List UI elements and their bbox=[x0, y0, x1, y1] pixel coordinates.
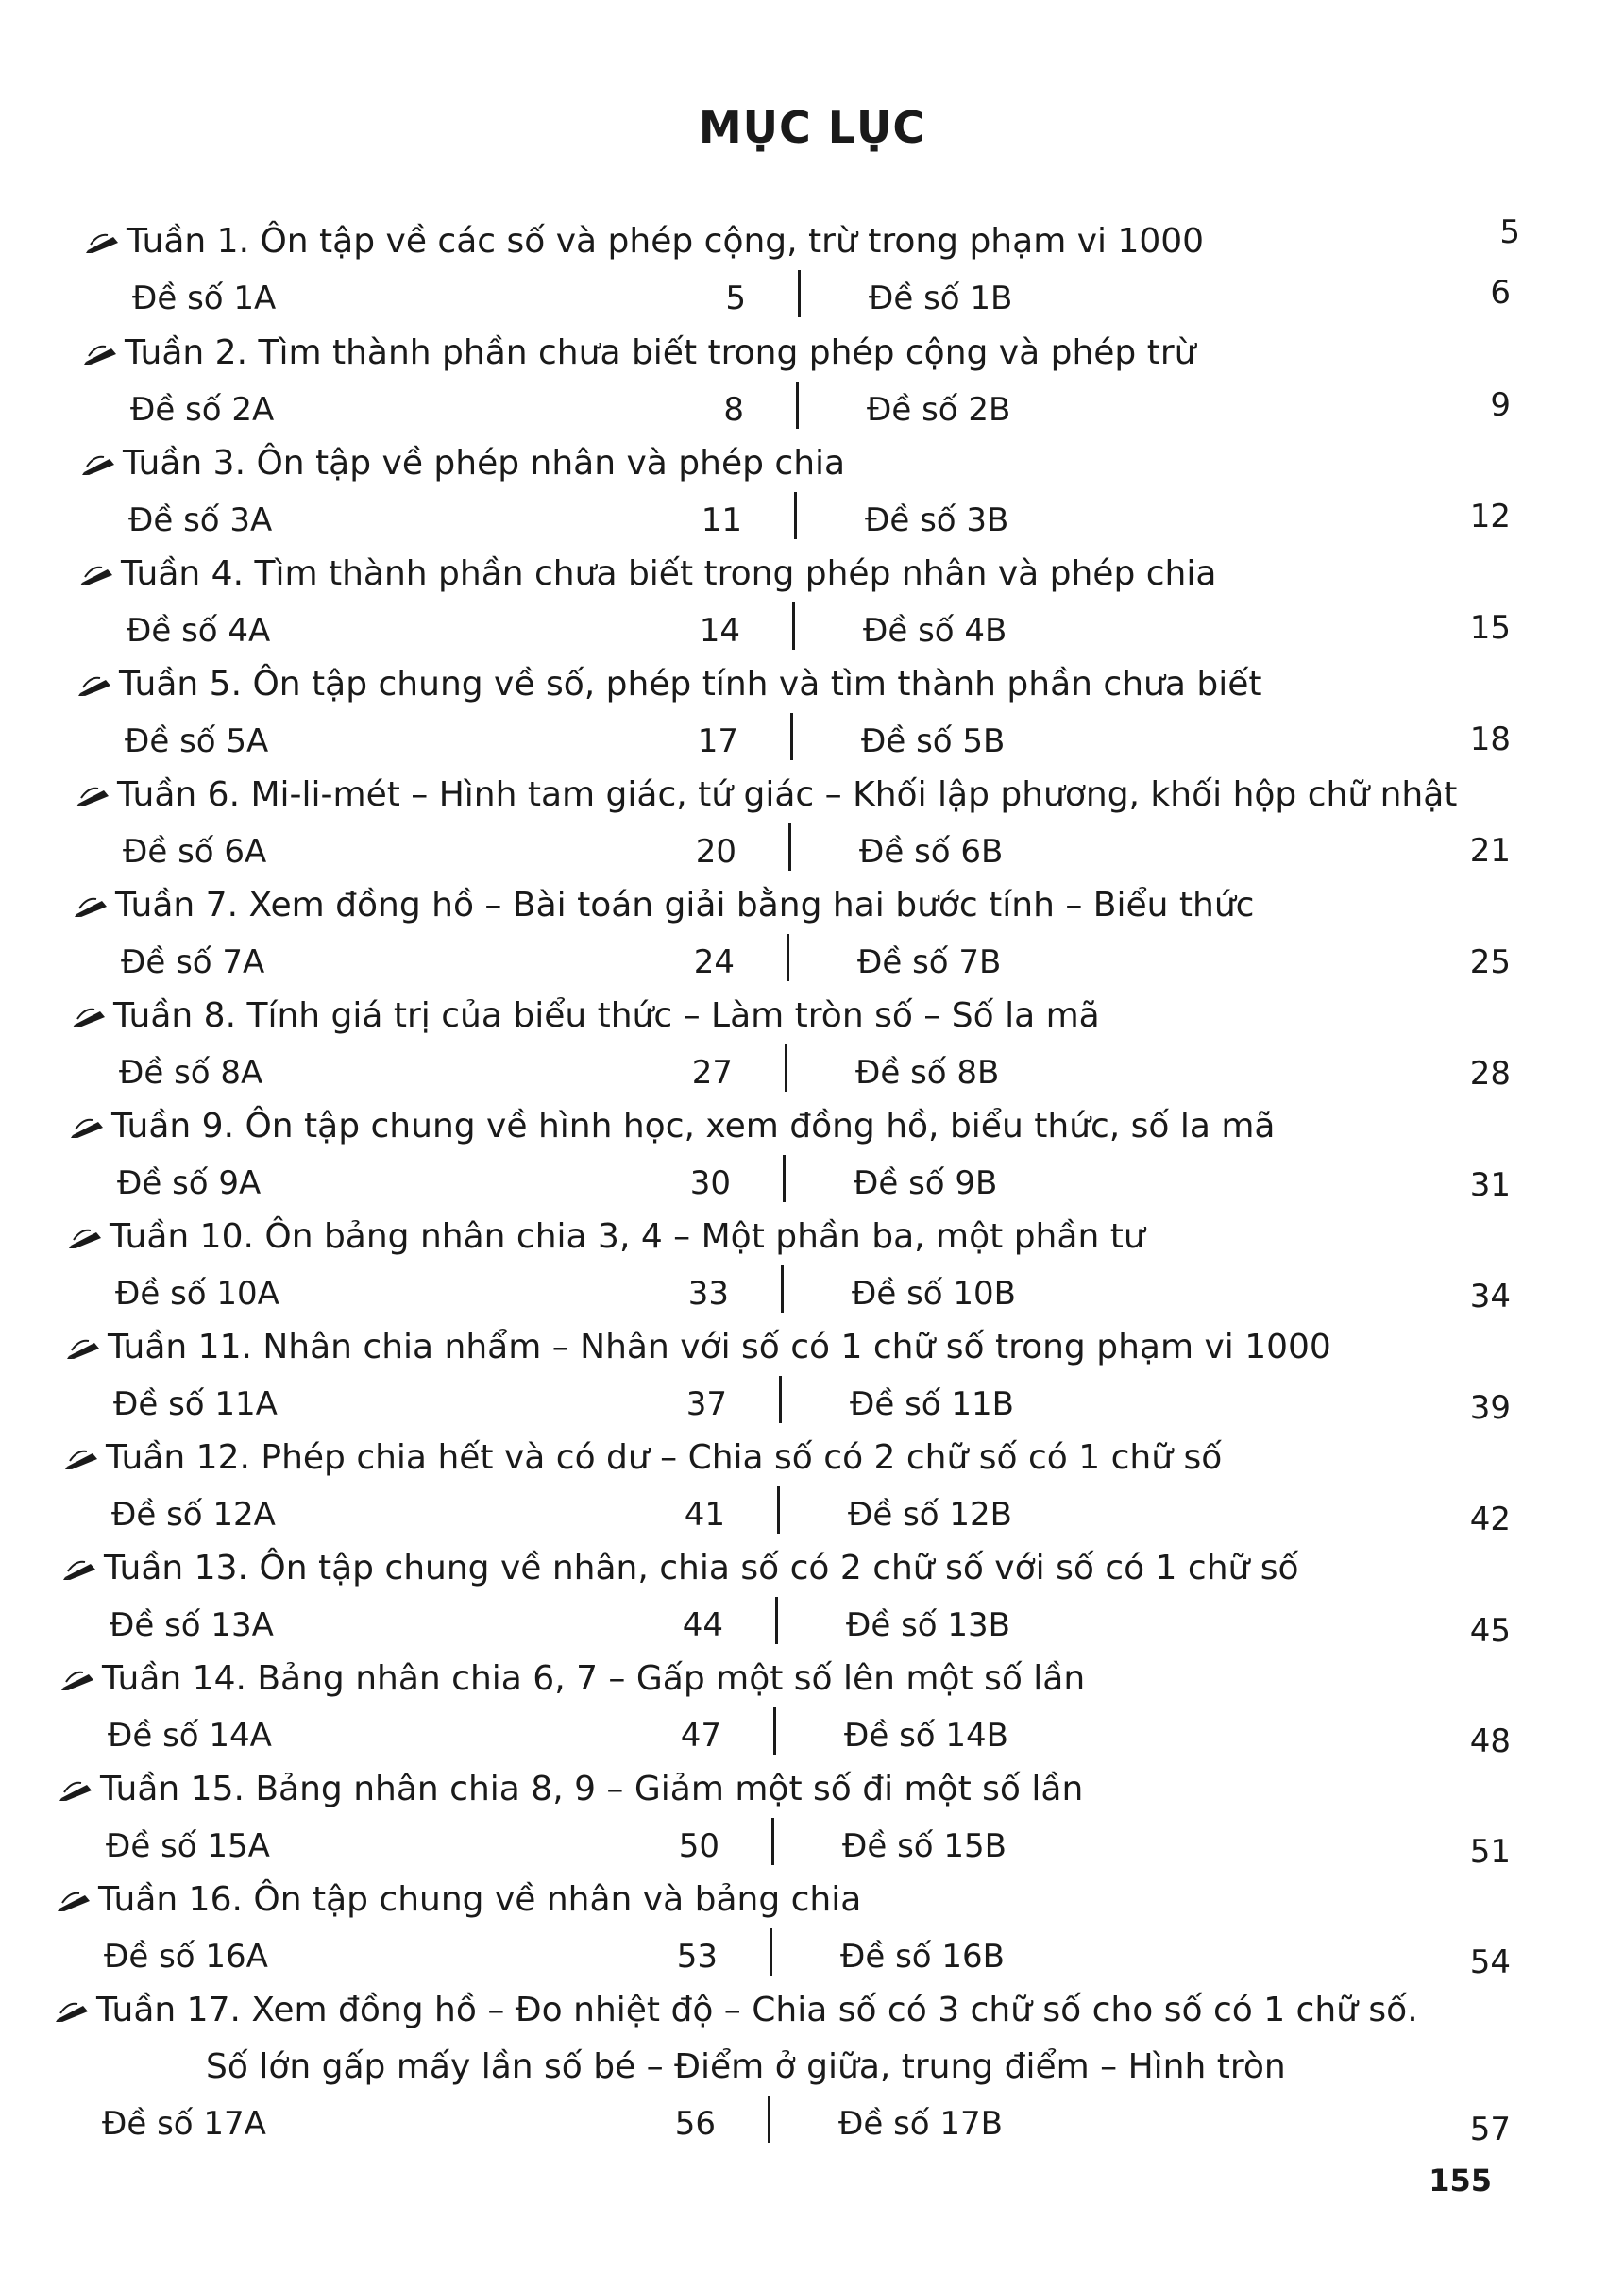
exam-a-label: Đề số 14A bbox=[108, 1717, 272, 1755]
exam-b-label: Đề số 11B bbox=[850, 1385, 1014, 1423]
toc-week-title bbox=[68, 1214, 1145, 1260]
pencil-icon bbox=[83, 339, 119, 365]
exam-b-label: Đề số 7B bbox=[857, 943, 1002, 981]
exam-a-page: 30 bbox=[689, 1164, 731, 1202]
toc-exam-row bbox=[0, 1713, 1624, 1760]
exam-b-label: Đề số 13B bbox=[846, 1606, 1010, 1644]
exam-a-page: 8 bbox=[723, 391, 744, 429]
toc-exam-row bbox=[0, 940, 1624, 987]
exam-b-page: 18 bbox=[1469, 721, 1511, 758]
toc-week-title-cont: Số lớn gấp mấy lần số bé – Điểm ở giữa, trung điểm – Hình tròn bbox=[206, 2047, 1286, 2086]
column-divider bbox=[794, 492, 797, 539]
toc-exam-row bbox=[0, 608, 1624, 655]
exam-a-label: Đề số 1A bbox=[132, 280, 277, 317]
exam-a-page: 27 bbox=[691, 1054, 733, 1092]
exam-a-page: 5 bbox=[725, 280, 746, 317]
toc-exam-row bbox=[0, 387, 1624, 434]
exam-a-label: Đề số 7A bbox=[121, 943, 265, 981]
page-title: MỤC LỤC bbox=[698, 102, 926, 153]
exam-b-label: Đề số 17B bbox=[838, 2105, 1003, 2143]
toc-week-title bbox=[64, 1435, 1222, 1481]
exam-b-label: Đề số 2B bbox=[867, 391, 1011, 429]
toc-week-title bbox=[83, 331, 1195, 376]
exam-a-label: Đề số 3A bbox=[128, 501, 273, 539]
exam-a-page: 41 bbox=[684, 1496, 725, 1534]
column-divider bbox=[773, 1707, 776, 1755]
pencil-icon bbox=[76, 781, 111, 807]
exam-a-label: Đề số 8A bbox=[119, 1054, 263, 1092]
exam-b-label: Đề số 6B bbox=[859, 833, 1004, 871]
exam-b-page: 15 bbox=[1469, 609, 1511, 647]
column-divider bbox=[770, 1928, 772, 1976]
exam-a-page: 37 bbox=[685, 1385, 727, 1423]
toc-week-label: Tuần 2. Tìm thành phần chưa biết trong phép cộng và phép trừ bbox=[125, 333, 1196, 372]
pencil-icon bbox=[77, 670, 113, 697]
column-divider bbox=[768, 2096, 770, 2143]
toc-week-title bbox=[66, 1325, 1331, 1370]
column-divider bbox=[783, 1155, 786, 1202]
exam-b-page: 51 bbox=[1469, 1833, 1511, 1871]
toc-exam-row bbox=[0, 1492, 1624, 1539]
toc-exam-row bbox=[0, 1382, 1624, 1429]
toc-week-label: Tuần 6. Mi-li-mét – Hình tam giác, tứ giác – Khối lập phương, khối hộp chữ nhật bbox=[117, 775, 1458, 814]
toc-week-title bbox=[79, 552, 1216, 597]
exam-a-label: Đề số 9A bbox=[117, 1164, 262, 1202]
exam-b-label: Đề số 4B bbox=[863, 612, 1007, 650]
toc-week-label: Tuần 9. Ôn tập chung về hình học, xem đồng hồ, biểu thức, số la mã bbox=[111, 1107, 1276, 1145]
exam-b-label: Đề số 9B bbox=[854, 1164, 998, 1202]
toc-week-title bbox=[59, 1767, 1083, 1812]
exam-a-label: Đề số 10A bbox=[115, 1275, 279, 1313]
exam-b-label: Đề số 3B bbox=[865, 501, 1009, 539]
exam-a-page: 11 bbox=[701, 501, 742, 539]
exam-b-page: 21 bbox=[1469, 832, 1511, 870]
exam-b-page: 31 bbox=[1469, 1166, 1511, 1204]
toc-week-title bbox=[81, 441, 845, 486]
toc-week-label: Tuần 5. Ôn tập chung về số, phép tính và tìm thành phần chưa biết bbox=[119, 665, 1262, 704]
exam-b-page: 54 bbox=[1469, 1943, 1511, 1981]
toc-exam-row bbox=[0, 1603, 1624, 1650]
pencil-icon bbox=[62, 1554, 98, 1581]
pencil-icon bbox=[64, 1444, 100, 1470]
exam-b-label: Đề số 8B bbox=[855, 1054, 1000, 1092]
pencil-icon bbox=[59, 1775, 94, 1802]
exam-b-page: 6 bbox=[1490, 274, 1511, 312]
pencil-icon bbox=[81, 450, 117, 476]
exam-a-label: Đề số 6A bbox=[123, 833, 267, 871]
exam-a-page: 44 bbox=[682, 1606, 723, 1644]
toc-week-title bbox=[57, 1877, 861, 1923]
exam-b-page: 9 bbox=[1490, 386, 1511, 424]
pencil-icon bbox=[70, 1112, 106, 1139]
toc-week-label: Tuần 7. Xem đồng hồ – Bài toán giải bằng hai bước tính – Biểu thức bbox=[115, 886, 1255, 925]
exam-a-page: 50 bbox=[678, 1827, 719, 1865]
toc-week-label: Tuần 17. Xem đồng hồ – Đo nhiệt độ – Chia số có 3 chữ số cho số có 1 chữ số. bbox=[96, 1991, 1418, 2029]
exam-a-label: Đề số 2A bbox=[130, 391, 275, 429]
pencil-icon bbox=[68, 1223, 104, 1249]
toc-week-label: Tuần 1. Ôn tập về các số và phép cộng, trừ trong phạm vi 1000 bbox=[127, 222, 1205, 261]
exam-b-label: Đề số 1B bbox=[869, 280, 1013, 317]
toc-week-title bbox=[72, 993, 1100, 1039]
exam-b-label: Đề số 12B bbox=[848, 1496, 1012, 1534]
exam-b-label: Đề số 15B bbox=[842, 1827, 1007, 1865]
page-number: 155 bbox=[1429, 2163, 1492, 2198]
exam-b-page: 39 bbox=[1469, 1389, 1511, 1427]
toc-exam-row bbox=[0, 498, 1624, 545]
toc-exam-row bbox=[0, 1271, 1624, 1318]
exam-b-label: Đề số 5B bbox=[861, 722, 1006, 760]
toc-exam-row bbox=[0, 1050, 1624, 1097]
toc-week-title bbox=[77, 662, 1261, 707]
exam-a-page: 33 bbox=[687, 1275, 729, 1313]
exam-b-page: 12 bbox=[1469, 498, 1511, 535]
column-divider bbox=[775, 1597, 778, 1644]
toc-exam-row bbox=[0, 1824, 1624, 1871]
pencil-icon bbox=[66, 1333, 102, 1360]
exam-a-page: 56 bbox=[674, 2105, 716, 2143]
toc-week-title bbox=[62, 1546, 1299, 1591]
exam-a-label: Đề số 16A bbox=[104, 1938, 268, 1976]
pencil-icon bbox=[85, 228, 121, 254]
toc-week-page: 5 bbox=[1499, 213, 1520, 251]
exam-b-page: 25 bbox=[1469, 943, 1511, 981]
pencil-icon bbox=[72, 1002, 108, 1028]
exam-a-page: 24 bbox=[693, 943, 735, 981]
toc-exam-row bbox=[0, 829, 1624, 876]
exam-b-page: 28 bbox=[1469, 1055, 1511, 1093]
exam-a-page: 47 bbox=[680, 1717, 721, 1755]
exam-b-page: 48 bbox=[1469, 1722, 1511, 1760]
toc-exam-row bbox=[0, 1934, 1624, 1981]
toc-week-title bbox=[85, 219, 1204, 264]
exam-a-label: Đề số 15A bbox=[106, 1827, 270, 1865]
toc-exam-row bbox=[0, 2101, 1624, 2148]
column-divider bbox=[777, 1486, 780, 1534]
exam-a-label: Đề số 17A bbox=[102, 2105, 266, 2143]
toc-week-label: Tuần 3. Ôn tập về phép nhân và phép chia bbox=[123, 444, 846, 483]
exam-b-label: Đề số 10B bbox=[852, 1275, 1016, 1313]
exam-b-page: 34 bbox=[1469, 1278, 1511, 1315]
column-divider bbox=[771, 1818, 774, 1865]
toc-week-label: Tuần 16. Ôn tập chung về nhân và bảng chia bbox=[98, 1880, 862, 1919]
toc-week-title bbox=[74, 883, 1254, 928]
column-divider bbox=[785, 1044, 787, 1092]
exam-b-label: Đề số 16B bbox=[840, 1938, 1005, 1976]
pencil-icon bbox=[79, 560, 115, 586]
column-divider bbox=[779, 1376, 782, 1423]
exam-a-label: Đề số 11A bbox=[113, 1385, 278, 1423]
exam-a-page: 14 bbox=[699, 612, 740, 650]
exam-a-page: 20 bbox=[695, 833, 736, 871]
toc-week-title bbox=[70, 1104, 1276, 1149]
toc-exam-row bbox=[0, 1161, 1624, 1208]
toc-week-title bbox=[76, 772, 1457, 818]
toc-week-label: Tuần 4. Tìm thành phần chưa biết trong phép nhân và phép chia bbox=[121, 554, 1217, 593]
exam-b-page: 42 bbox=[1469, 1501, 1511, 1538]
toc-exam-row bbox=[0, 719, 1624, 766]
toc-week-label: Tuần 12. Phép chia hết và có dư – Chia số có 2 chữ số có 1 chữ số bbox=[106, 1438, 1223, 1477]
column-divider bbox=[788, 823, 791, 871]
exam-b-page: 57 bbox=[1469, 2111, 1511, 2148]
column-divider bbox=[787, 934, 789, 981]
column-divider bbox=[798, 270, 801, 317]
toc-week-title bbox=[55, 1988, 1418, 2033]
exam-a-page: 17 bbox=[697, 722, 738, 760]
toc-week-label: Tuần 14. Bảng nhân chia 6, 7 – Gấp một số lên một số lần bbox=[102, 1659, 1086, 1698]
exam-a-label: Đề số 4A bbox=[127, 612, 271, 650]
exam-a-label: Đề số 12A bbox=[111, 1496, 276, 1534]
toc-week-label: Tuần 11. Nhân chia nhẩm – Nhân với số có 1 chữ số trong phạm vi 1000 bbox=[108, 1328, 1331, 1366]
column-divider bbox=[790, 713, 793, 760]
toc-week-label: Tuần 13. Ôn tập chung về nhân, chia số có 2 chữ số với số có 1 chữ số bbox=[104, 1549, 1299, 1587]
column-divider bbox=[781, 1265, 784, 1313]
exam-b-label: Đề số 14B bbox=[844, 1717, 1008, 1755]
toc-week-title bbox=[60, 1656, 1085, 1702]
exam-a-page: 53 bbox=[676, 1938, 718, 1976]
pencil-icon bbox=[60, 1665, 96, 1691]
toc-exam-row bbox=[0, 276, 1624, 323]
column-divider bbox=[792, 602, 795, 650]
column-divider bbox=[796, 382, 799, 429]
pencil-icon bbox=[74, 891, 110, 918]
exam-a-label: Đề số 13A bbox=[110, 1606, 274, 1644]
toc-week-label: Tuần 10. Ôn bảng nhân chia 3, 4 – Một phần ba, một phần tư bbox=[110, 1217, 1145, 1256]
exam-a-label: Đề số 5A bbox=[125, 722, 269, 760]
toc-week-label: Tuần 15. Bảng nhân chia 8, 9 – Giảm một số đi một số lần bbox=[100, 1770, 1084, 1808]
pencil-icon bbox=[57, 1886, 93, 1912]
toc-week-label: Tuần 8. Tính giá trị của biểu thức – Làm tròn số – Số la mã bbox=[113, 996, 1100, 1035]
pencil-icon bbox=[55, 1996, 91, 2023]
exam-b-page: 45 bbox=[1469, 1612, 1511, 1650]
